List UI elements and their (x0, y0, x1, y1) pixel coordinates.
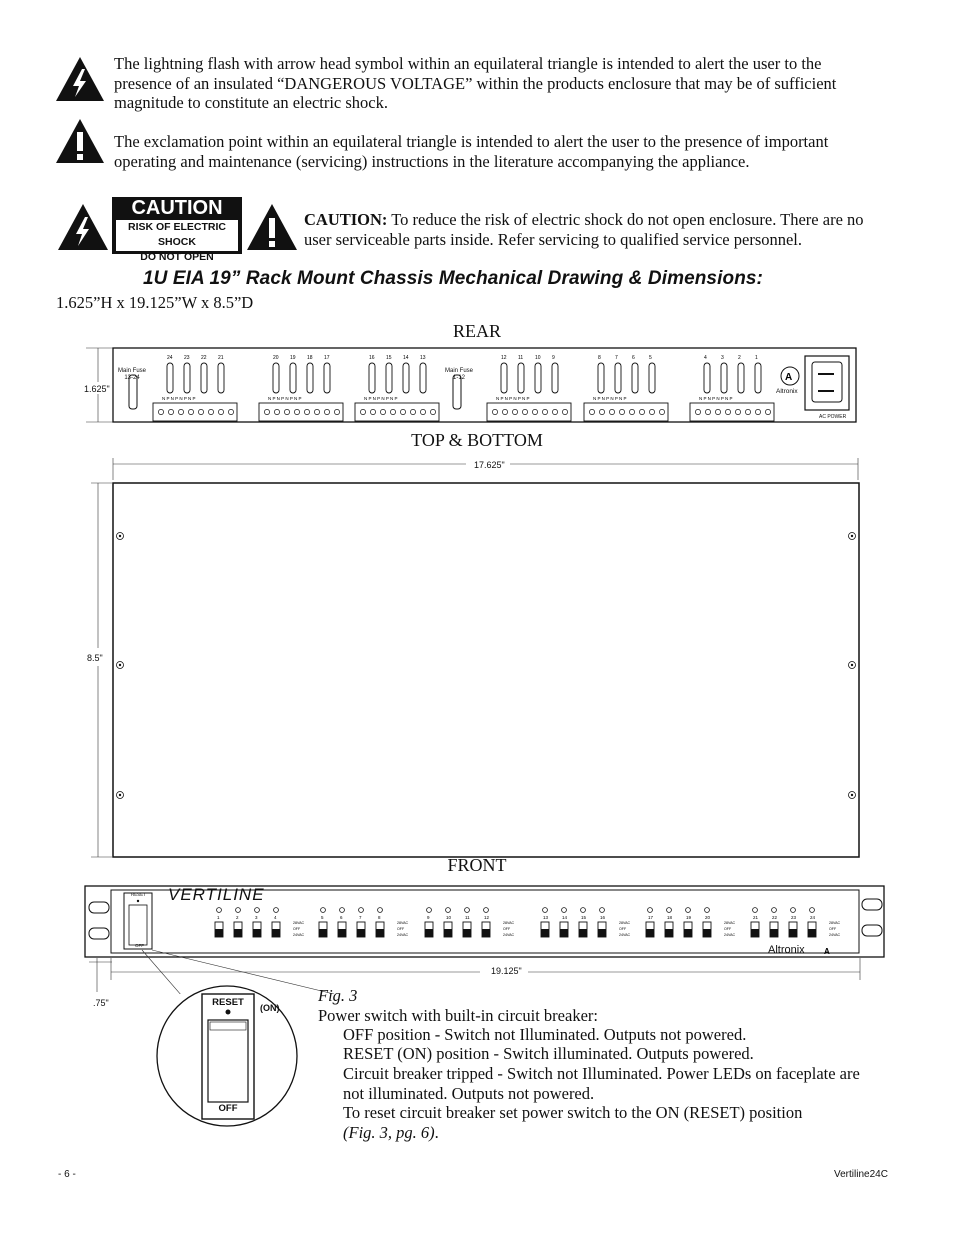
fig3-line4: Circuit breaker tripped - Switch not Illuminated. Power LEDs on faceplate are not illuminated. Outputs not powered. (343, 1064, 860, 1103)
rear-terminal-screw (360, 409, 365, 414)
rear-output-number: 18 (307, 355, 313, 361)
rear-fuse-holder (369, 363, 375, 393)
front-channel-number: 14 (562, 915, 568, 920)
rear-terminal-screw (629, 409, 634, 414)
front-channel-number: 16 (600, 915, 606, 920)
front-height-dimension: .75" (93, 998, 109, 1008)
callout-reset-label: RESET (212, 997, 244, 1008)
rear-output-number: 12 (501, 355, 507, 361)
rear-fuse-holder (290, 363, 296, 393)
top-depth-dimension: 8.5" (87, 653, 103, 663)
front-voltage-label: 24VAC (397, 933, 409, 937)
rear-fuse-holder (552, 363, 558, 393)
rear-output-number: 22 (201, 355, 207, 361)
rear-output-number: 17 (324, 355, 330, 361)
rear-output-number: 10 (535, 355, 541, 361)
front-channel-number: 18 (667, 915, 673, 920)
front-voltage-label: 24VAC (619, 933, 631, 937)
front-switch-reset: RESET (131, 892, 147, 897)
fuse-mid-label (442, 368, 476, 382)
front-voltage-label: 24VAC (829, 933, 841, 937)
fuse-mid-range: 1-12 (452, 375, 465, 381)
svg-text:A: A (824, 947, 830, 956)
front-led (255, 908, 260, 913)
rear-output-number: 3 (721, 355, 724, 361)
rear-terminal-screw (659, 409, 664, 414)
rear-terminal-screw (420, 409, 425, 414)
rear-np-labels: N P N P N P N P (496, 396, 530, 401)
front-led (236, 908, 241, 913)
rear-fuse-holder (307, 363, 313, 393)
rear-output-number: 21 (218, 355, 224, 361)
rear-fuse-holder (501, 363, 507, 393)
top-bottom-drawing (88, 452, 872, 864)
rear-fuse-holder (704, 363, 710, 393)
rear-np-labels: N P N P N P N P (364, 396, 398, 401)
front-voltage-label: 28VAC (397, 921, 409, 925)
front-led (600, 908, 605, 913)
front-output-switch-rocker (463, 929, 471, 937)
front-output-switch-rocker (646, 929, 654, 937)
rear-fuse-holder (649, 363, 655, 393)
rear-terminal-screw (725, 409, 730, 414)
rear-terminal-screw (715, 409, 720, 414)
front-channel-number: 20 (705, 915, 711, 920)
rear-terminal-screw (158, 409, 163, 414)
rear-terminal-screw (562, 409, 567, 414)
rear-terminal-screw (168, 409, 173, 414)
front-led (753, 908, 758, 913)
front-output-switch-rocker (253, 929, 261, 937)
rear-fuse-holder (218, 363, 224, 393)
caution-lead: CAUTION: (304, 210, 388, 229)
rear-terminal-screw (188, 409, 193, 414)
rear-terminal-screw (370, 409, 375, 414)
front-output-switch-rocker (684, 929, 692, 937)
rear-fuse-holder (518, 363, 524, 393)
front-led (359, 908, 364, 913)
front-led (427, 908, 432, 913)
front-channel-number: 23 (791, 915, 797, 920)
rear-output-number: 6 (632, 355, 635, 361)
rear-terminal-screw (284, 409, 289, 414)
rear-fuse-holder (615, 363, 621, 393)
callout-off-label: OFF (218, 1103, 238, 1114)
front-channel-number: 15 (581, 915, 587, 920)
front-channel-number: 1 (217, 915, 220, 920)
fuse-left-range: 13-24 (124, 375, 140, 381)
front-output-switch-rocker (751, 929, 759, 937)
rear-fuse-holder (598, 363, 604, 393)
rear-terminal-screw (294, 409, 299, 414)
rear-panel-drawing (84, 344, 864, 426)
rear-output-number: 9 (552, 355, 555, 361)
rear-terminal-screw (274, 409, 279, 414)
front-output-switch-rocker (482, 929, 490, 937)
rear-label: REAR (452, 321, 501, 341)
rear-fuse-holder (324, 363, 330, 393)
rear-terminal-screw (649, 409, 654, 414)
front-channel-number: 13 (543, 915, 549, 920)
section-heading: 1U EIA 19” Rack Mount Chassis Mechanical Drawing & Dimensions: (143, 268, 763, 289)
rear-fuse-holder (201, 363, 207, 393)
rear-terminal-screw (599, 409, 604, 414)
rear-terminal-screw (745, 409, 750, 414)
rear-output-number: 24 (167, 355, 173, 361)
rear-terminal-screw (334, 409, 339, 414)
document-name: Vertiline24C (834, 1169, 888, 1180)
rear-terminal-screw (589, 409, 594, 414)
front-led (772, 908, 777, 913)
rear-terminal-screw (512, 409, 517, 414)
top-bottom-label: TOP & BOTTOM (411, 430, 543, 450)
front-channel-number: 5 (321, 915, 324, 920)
rear-output-number: 19 (290, 355, 296, 361)
front-output-switch-rocker (444, 929, 452, 937)
front-output-switch-rocker (770, 929, 778, 937)
rear-terminal-screw (532, 409, 537, 414)
front-voltage-label: OFF (397, 927, 405, 931)
fig3-line5: To reset circuit breaker set power switch to the ON (RESET) position (343, 1103, 803, 1122)
front-led (274, 908, 279, 913)
front-led (667, 908, 672, 913)
rear-fuse-holder (738, 363, 744, 393)
rear-terminal-screw (178, 409, 183, 414)
rear-np-labels: N P N P N P N P (699, 396, 733, 401)
front-switch-off: OFF (135, 943, 144, 948)
caution-label-line2: DO NOT OPEN (140, 251, 214, 263)
caution-text: To reduce the risk of electric shock do not open enclosure. There are no user serviceable parts inside. Refer servicing to qualified service personnel. (304, 210, 864, 249)
rear-fuse-holder (184, 363, 190, 393)
caution-paragraph (304, 210, 879, 249)
svg-text:A: A (785, 372, 793, 383)
fig3-title: Fig. 3 (318, 986, 358, 1005)
front-led (705, 908, 710, 913)
rear-terminal-block (690, 403, 774, 421)
front-voltage-label: 28VAC (503, 921, 515, 925)
front-led (321, 908, 326, 913)
front-output-switch-rocker (425, 929, 433, 937)
front-voltage-label: 24VAC (724, 933, 736, 937)
rear-terminal-screw (228, 409, 233, 414)
rear-terminal-screw (324, 409, 329, 414)
front-voltage-label: 28VAC (829, 921, 841, 925)
front-voltage-label: 28VAC (293, 921, 305, 925)
rear-terminal-screw (542, 409, 547, 414)
rear-output-number: 14 (403, 355, 409, 361)
front-voltage-label: OFF (503, 927, 511, 931)
rear-output-number: 7 (615, 355, 618, 361)
front-brand: Altronix (768, 944, 805, 956)
rear-output-number: 13 (420, 355, 426, 361)
lightning-warning-icon (57, 203, 109, 251)
fig3-line5-end: . (434, 1122, 439, 1142)
front-channel-number: 8 (378, 915, 381, 920)
front-led (562, 908, 567, 913)
front-output-switch-rocker (272, 929, 280, 937)
front-voltage-label: 28VAC (619, 921, 631, 925)
rear-fuse-holder (273, 363, 279, 393)
front-width-dimension: 19.125" (491, 966, 522, 976)
rear-fuse-holder (632, 363, 638, 393)
front-output-switch-rocker (789, 929, 797, 937)
rear-terminal-block (487, 403, 571, 421)
rear-terminal-screw (400, 409, 405, 414)
rear-output-number: 2 (738, 355, 741, 361)
front-led (791, 908, 796, 913)
front-channel-number: 22 (772, 915, 778, 920)
front-voltage-label: OFF (619, 927, 627, 931)
rear-terminal-block (584, 403, 668, 421)
top-width-dimension: 17.625" (474, 460, 505, 470)
rear-terminal-screw (552, 409, 557, 414)
rear-output-number: 1 (755, 355, 758, 361)
front-led (378, 908, 383, 913)
front-led (686, 908, 691, 913)
rear-np-labels: N P N P N P N P (162, 396, 196, 401)
fig3-line3: RESET (ON) position - Switch illuminated. Outputs powered. (343, 1044, 754, 1063)
front-channel-number: 3 (255, 915, 258, 920)
front-label: FRONT (447, 855, 507, 875)
front-output-switch-rocker (357, 929, 365, 937)
rear-output-number: 15 (386, 355, 392, 361)
front-output-switch-rocker (319, 929, 327, 937)
caution-label-title: CAUTION (131, 197, 223, 219)
caution-label (112, 197, 242, 263)
rear-terminal-screw (609, 409, 614, 414)
front-channel-number: 17 (648, 915, 654, 920)
front-led (543, 908, 548, 913)
front-channel-number: 10 (446, 915, 452, 920)
rear-terminal-screw (314, 409, 319, 414)
ac-power-label: AC POWER (819, 414, 847, 420)
rear-terminal-screw (264, 409, 269, 414)
rear-terminal-screw (639, 409, 644, 414)
front-voltage-label: OFF (293, 927, 301, 931)
caution-label-line1: RISK OF ELECTRIC SHOCK (127, 221, 226, 248)
chassis-dimensions: 1.625”H x 19.125”W x 8.5”D (56, 293, 254, 312)
rear-terminal-screw (695, 409, 700, 414)
fig3-line1: Power switch with built-in circuit breaker: (318, 1006, 598, 1025)
rear-np-labels: N P N P N P N P (593, 396, 627, 401)
front-led (446, 908, 451, 913)
fuse-mid-title: Main Fuse (444, 368, 473, 374)
front-channel-number: 6 (340, 915, 343, 920)
rear-terminal-screw (502, 409, 507, 414)
exclamation-warning-icon (55, 118, 105, 164)
rear-output-number: 11 (518, 355, 524, 361)
rear-output-number: 23 (184, 355, 190, 361)
front-voltage-label: 28VAC (724, 921, 736, 925)
fig3-line5-block (343, 1103, 873, 1142)
fig3-line2: OFF position - Switch not Illuminated. Outputs not powered. (343, 1025, 747, 1044)
front-channel-number: 21 (753, 915, 759, 920)
front-channel-number: 4 (274, 915, 277, 920)
rear-np-labels: N P N P N P N P (268, 396, 302, 401)
rear-fuse-holder (721, 363, 727, 393)
front-led (484, 908, 489, 913)
rear-fuse-holder (167, 363, 173, 393)
front-output-switch-rocker (665, 929, 673, 937)
rear-terminal-screw (522, 409, 527, 414)
rear-terminal-block (153, 403, 237, 421)
rear-terminal-screw (208, 409, 213, 414)
front-output-switch-rocker (376, 929, 384, 937)
front-voltage-label: 24VAC (503, 933, 515, 937)
front-output-switch-rocker (234, 929, 242, 937)
rear-terminal-screw (390, 409, 395, 414)
exclamation-warning-icon (246, 203, 298, 251)
rear-brand: Altronix (776, 388, 798, 395)
front-led (810, 908, 815, 913)
rear-output-number: 8 (598, 355, 601, 361)
front-led (465, 908, 470, 913)
rear-fuse-holder (755, 363, 761, 393)
front-output-switch-rocker (598, 929, 606, 937)
rear-terminal-screw (198, 409, 203, 414)
rear-terminal-screw (218, 409, 223, 414)
rear-fuse-holder (420, 363, 426, 393)
front-logo: VERTILINE (168, 885, 265, 904)
front-led (217, 908, 222, 913)
front-channel-number: 12 (484, 915, 490, 920)
rear-output-number: 20 (273, 355, 279, 361)
rear-terminal-block (355, 403, 439, 421)
front-output-switch-rocker (703, 929, 711, 937)
front-channel-number: 7 (359, 915, 362, 920)
rear-terminal-block (259, 403, 343, 421)
rear-output-number: 4 (704, 355, 707, 361)
rear-fuse-holder (386, 363, 392, 393)
front-output-switch-rocker (579, 929, 587, 937)
fig3-reference-link[interactable]: (Fig. 3, pg. 6) (343, 1122, 435, 1142)
rear-terminal-screw (304, 409, 309, 414)
front-led (581, 908, 586, 913)
front-channel-number: 19 (686, 915, 692, 920)
rear-output-number: 5 (649, 355, 652, 361)
front-led (648, 908, 653, 913)
rear-terminal-screw (619, 409, 624, 414)
lightning-warning-icon (55, 56, 105, 102)
page-number: - 6 - (58, 1169, 76, 1180)
lightning-warning-text: The lightning flash with arrow head symbol within an equilateral triangle is intended to alert the user to the presence of an insulated “DANGEROUS VOLTAGE” within the products enclosure that may be of sufficient magnitude to constitute an electric shock. (114, 54, 837, 112)
front-voltage-label: OFF (829, 927, 837, 931)
front-channel-number: 9 (427, 915, 430, 920)
exclamation-warning-text: The exclamation point within an equilateral triangle is intended to alert the user to the presence of important operating and maintenance (servicing) instructions in the literature accompanying the appliance. (114, 132, 829, 171)
rear-terminal-screw (765, 409, 770, 414)
rear-terminal-screw (755, 409, 760, 414)
front-output-switch-rocker (541, 929, 549, 937)
rear-height-dimension: 1.625" (84, 384, 110, 394)
front-led (340, 908, 345, 913)
front-output-switch-rocker (560, 929, 568, 937)
rear-terminal-screw (430, 409, 435, 414)
rear-terminal-screw (380, 409, 385, 414)
front-voltage-label: OFF (724, 927, 732, 931)
front-output-switch-rocker (215, 929, 223, 937)
front-channel-number: 24 (810, 915, 816, 920)
fuse-left-title: Main Fuse (117, 368, 146, 374)
rear-output-number: 16 (369, 355, 375, 361)
rear-terminal-screw (735, 409, 740, 414)
front-output-switch-rocker (338, 929, 346, 937)
front-channel-number: 2 (236, 915, 239, 920)
rear-fuse-holder (403, 363, 409, 393)
callout-on-label: (ON) (260, 1003, 280, 1013)
front-voltage-label: 24VAC (293, 933, 305, 937)
fuse-left-label (117, 368, 147, 382)
front-channel-number: 11 (465, 915, 470, 920)
rear-terminal-screw (705, 409, 710, 414)
rear-terminal-screw (492, 409, 497, 414)
rear-terminal-screw (410, 409, 415, 414)
rear-fuse-holder (535, 363, 541, 393)
front-output-switch-rocker (808, 929, 816, 937)
